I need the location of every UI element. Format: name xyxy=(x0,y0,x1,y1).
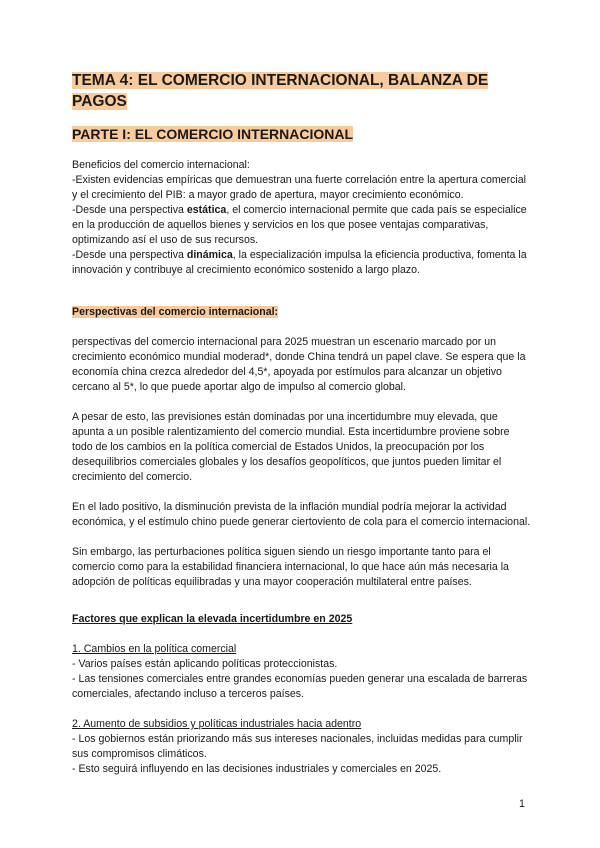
factor-2-title: 2. Aumento de subsidios y políticas industriales hacia adentro xyxy=(72,718,362,730)
benefit-item-2 xyxy=(72,203,532,248)
perspectives-paragraph-3: En el lado positivo, la disminución prevista de la inflación mundial podría mejorar la actividad económica, y el estímulo chino puede generar ciertoviento de cola para el comercio internacional. xyxy=(72,501,531,528)
part-heading xyxy=(72,124,353,144)
benefit-item-3-term: dinámica xyxy=(186,249,233,261)
perspectives-paragraph-4: Sin embargo, las perturbaciones política siguen siendo un riesgo importante tanto para el comercio como para la estabilidad financiera internacional, lo que hace aún más necesaria la adopción de políticas equilibradas y una mayor cooperación multilateral entre países. xyxy=(72,546,509,588)
benefit-item-2-term: estática xyxy=(186,204,227,216)
page-number: 1 xyxy=(519,798,525,810)
factor-2-bullet-2: - Esto seguirá influyendo en las decisiones industriales y comerciales en 2025. xyxy=(72,763,442,775)
document-title xyxy=(72,70,532,112)
perspectives-heading xyxy=(72,305,532,320)
benefit-item-2-lead: -Desde una perspectiva xyxy=(72,204,187,216)
factors-section xyxy=(72,612,532,777)
benefit-item-3-lead: -Desde una perspectiva xyxy=(72,249,187,261)
benefit-item-3 xyxy=(72,248,532,278)
perspectives-section xyxy=(72,305,532,590)
benefit-item-1: -Existen evidencias empíricas que demuestran una fuerte correlación entre la apertura comercial y el crecimiento del PIB: a mayor grado de apertura, mayor crecimiento económico. xyxy=(72,174,526,201)
perspectives-paragraph-2: A pesar de esto, las previsiones están dominadas por una incertidumbre muy elevada, que apunta a un posible ralentizamiento del comercio mundial. Esta incertidumbre proviene sobre todo de los cambios en la política comercial de Estados Unidos, la preocupación por los desequilibrios comerciales globales y los desafíos geopolíticos, que juntos pueden limitar el crecimiento del comercio. xyxy=(72,411,510,483)
factor-1-title: 1. Cambios en la política comercial xyxy=(72,643,237,655)
factor-2-bullet-1: - Los gobiernos están priorizando más sus intereses nacionales, incluidas medidas para cumplir sus compromisos climáticos. xyxy=(72,733,523,760)
part-heading-text: PARTE I: EL COMERCIO INTERNACIONAL xyxy=(72,126,354,142)
benefits-section xyxy=(72,158,532,278)
factor-1-bullet-1: - Varios países están aplicando políticas proteccionistas. xyxy=(72,658,338,670)
factors-heading: Factores que explican la elevada incertidumbre en 2025 xyxy=(72,613,353,625)
benefits-intro: Beneficios del comercio internacional: xyxy=(72,159,250,171)
benefit-item-3-rest: , la especialización impulsa la eficiencia productiva, fomenta la innovación y contribuye al crecimiento económico sostenido a largo plazo. xyxy=(72,249,527,276)
perspectives-heading-text: Perspectivas del comercio internacional: xyxy=(72,306,279,318)
document-title-text: TEMA 4: EL COMERCIO INTERNACIONAL, BALANZA DE PAGOS xyxy=(72,72,489,110)
benefit-item-2-rest: , el comercio internacional permite que cada país se especialice en la producción de aquellos bienes y servicios en los que posee ventajas comparativas, optimizando así el uso de sus recursos. xyxy=(72,204,527,246)
perspectives-paragraph-1: perspectivas del comercio internacional para 2025 muestran un escenario marcado por un crecimiento económico mundial moderad*, donde China tendrá un papel clave. Se espera que la economía china crezca alrededor del 4,5*, apoyada por estímulos para alcanzar un objetivo cercano al 5*, lo que puede aportar algo de impulso al comercio global. xyxy=(72,336,526,393)
factor-1-bullet-2: - Las tensiones comerciales entre grandes economías pueden generar una escalada de barreras comerciales, afectando incluso a terceros países. xyxy=(72,673,528,700)
